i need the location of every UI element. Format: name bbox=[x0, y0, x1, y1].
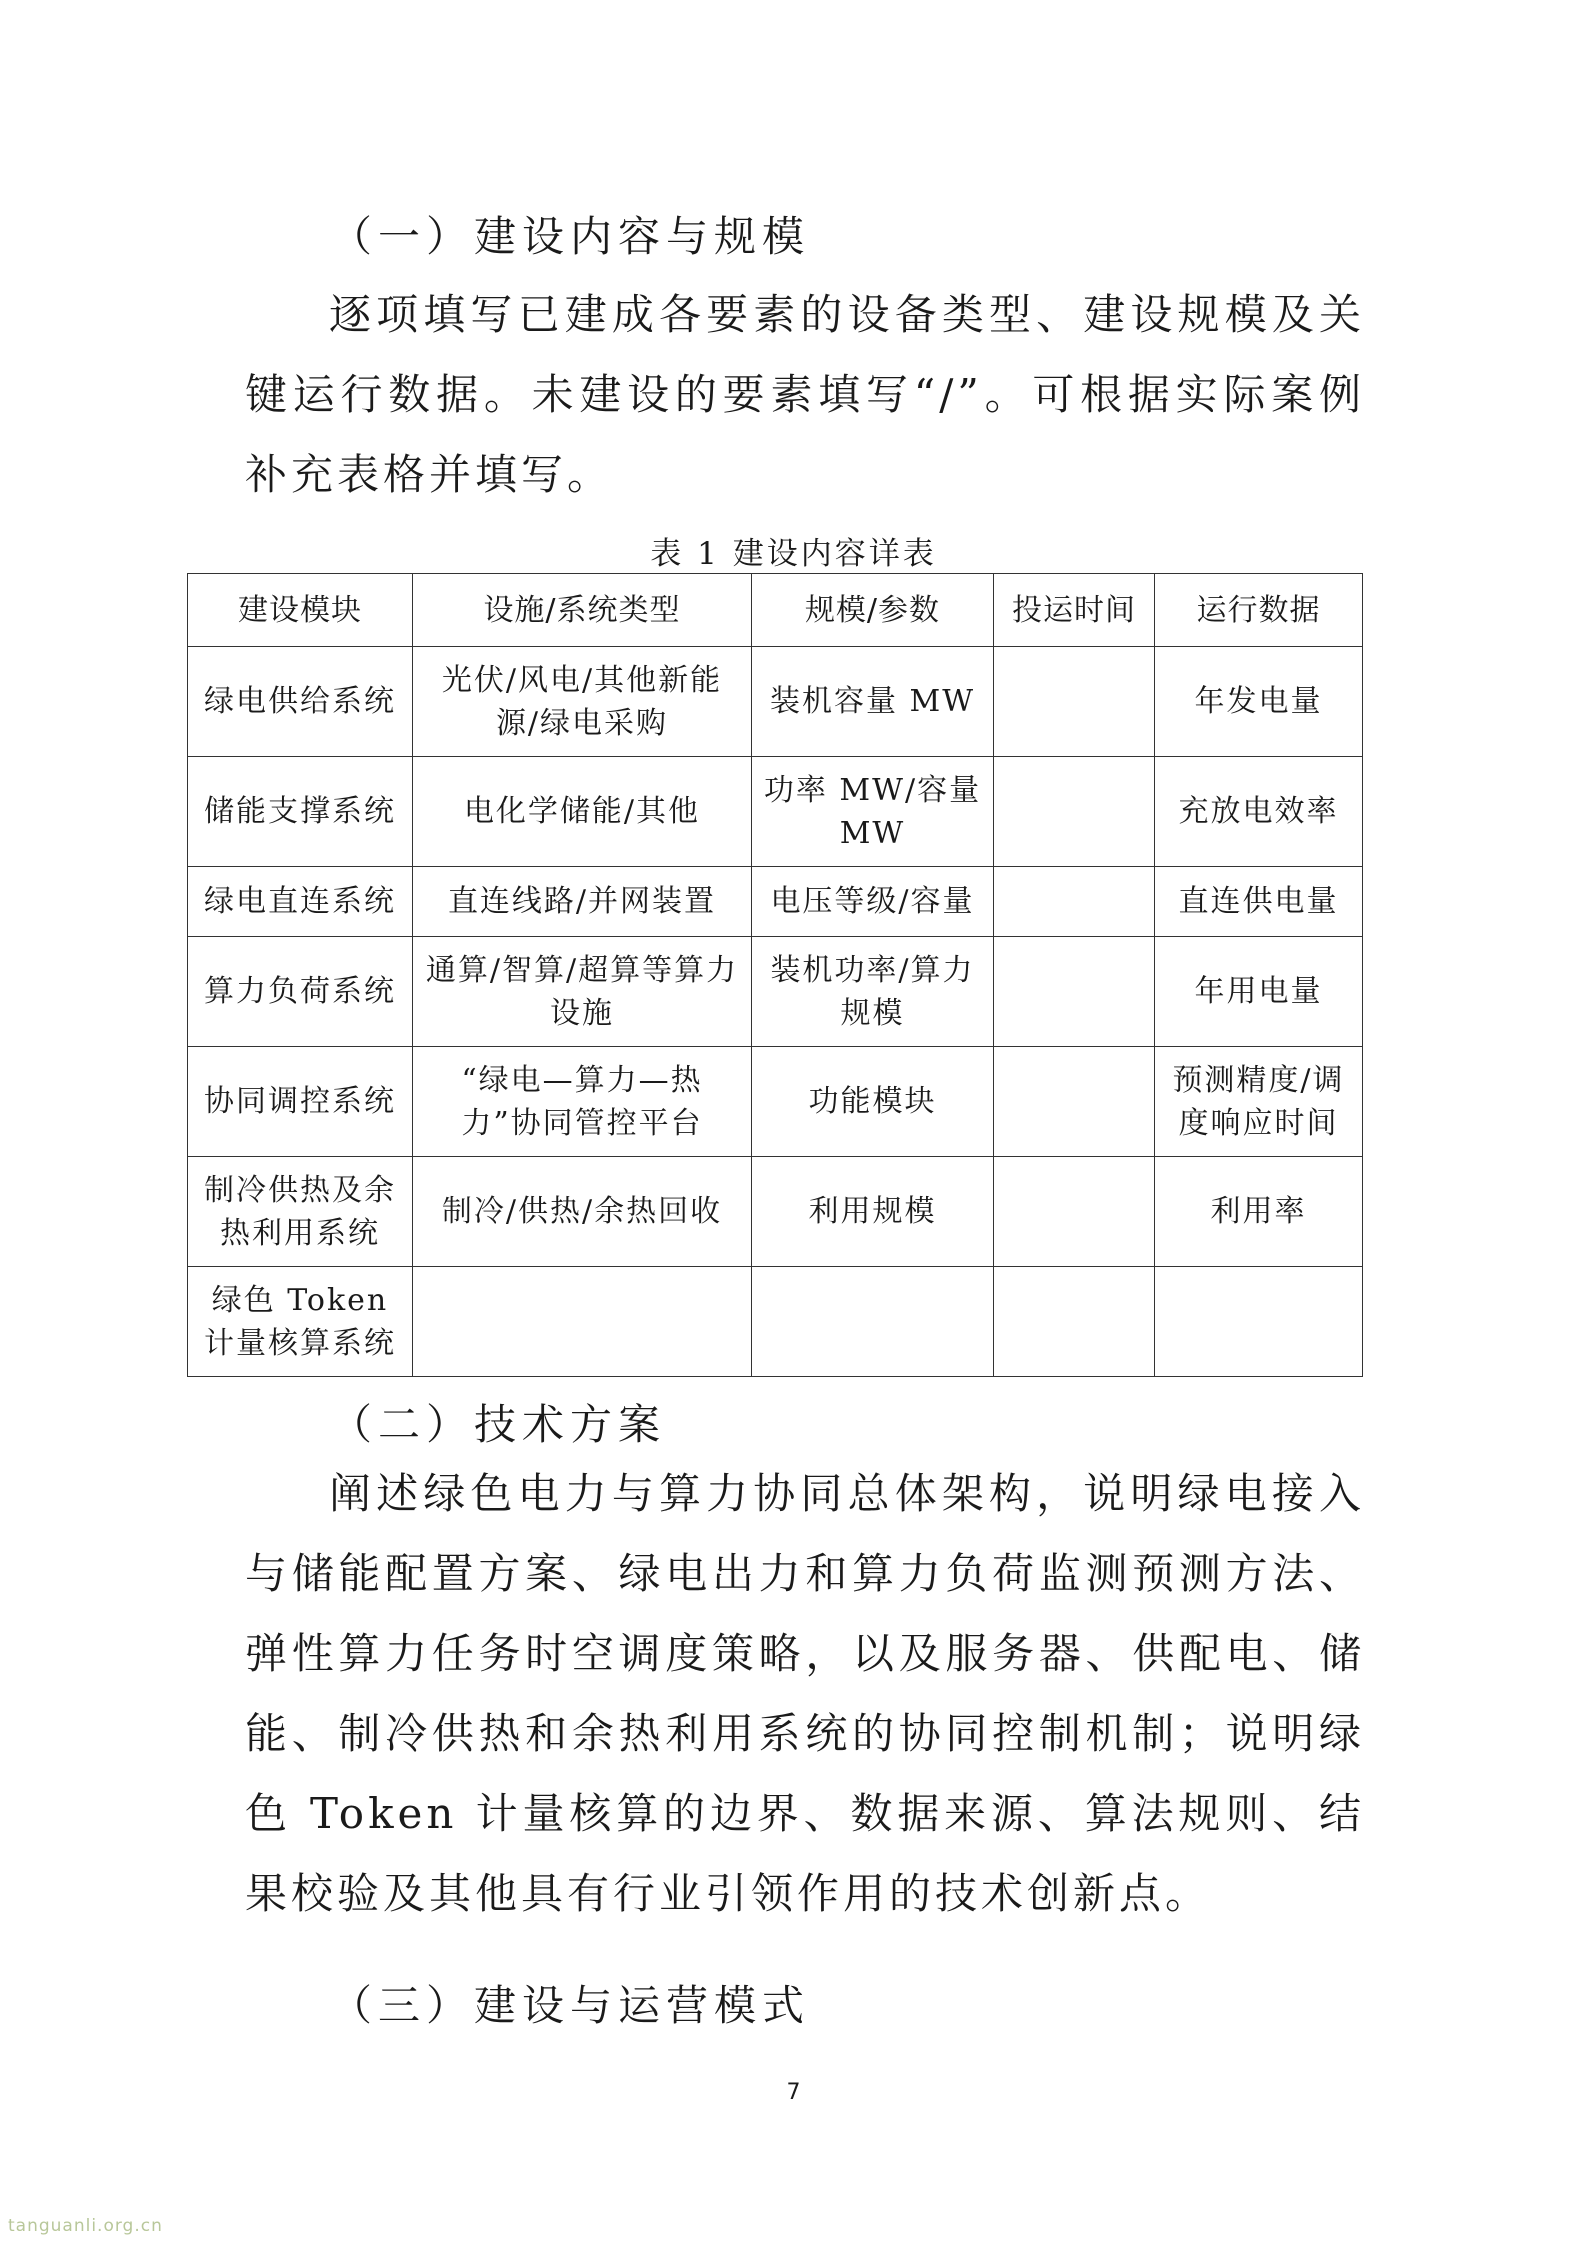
section2-heading: （二）技术方案 bbox=[330, 1400, 667, 1449]
table-cell: 装机功率/算力规模 bbox=[752, 937, 994, 1047]
table-cell: 制冷/供热/余热回收 bbox=[413, 1157, 752, 1267]
table-cell: 利用规模 bbox=[752, 1157, 994, 1267]
table-cell: 功能模块 bbox=[752, 1047, 994, 1157]
table-row bbox=[188, 1047, 1363, 1157]
table-cell bbox=[994, 937, 1155, 1047]
table-cell: 协同调控系统 bbox=[188, 1047, 413, 1157]
table-cell: 充放电效率 bbox=[1155, 757, 1363, 867]
table-cell: 储能支撑系统 bbox=[188, 757, 413, 867]
table-cell: 电化学储能/其他 bbox=[413, 757, 752, 867]
table-cell: 年发电量 bbox=[1155, 647, 1363, 757]
table-row bbox=[188, 1267, 1363, 1377]
header-scale: 规模/参数 bbox=[752, 574, 994, 647]
table-row bbox=[188, 757, 1363, 867]
table-cell: 利用率 bbox=[1155, 1157, 1363, 1267]
table-cell: 制冷供热及余热利用系统 bbox=[188, 1157, 413, 1267]
table-cell: 预测精度/调度响应时间 bbox=[1155, 1047, 1363, 1157]
table-cell bbox=[994, 647, 1155, 757]
table-cell: 绿电直连系统 bbox=[188, 867, 413, 937]
section3-heading: （三）建设与运营模式 bbox=[330, 1981, 811, 2030]
table1-caption: 表 1 建设内容详表 bbox=[650, 536, 937, 572]
table-cell bbox=[413, 1267, 752, 1377]
table-cell: “绿电—算力—热力”协同管控平台 bbox=[413, 1047, 752, 1157]
section2-paragraph: 阐述绿色电力与算力协同总体架构，说明绿电接入与储能配置方案、绿电出力和算力负荷监测预测方法、弹性算力任务时空调度策略，以及服务器、供配电、储能、制冷供热和余热利用系统的协同控制机制；说明绿色 Token 计量核算的边界、数据来源、算法规则、结果校验及其他具有行业引领作用的技术创新点。 bbox=[245, 1469, 1365, 1918]
table-cell: 功率 MW/容量 MW bbox=[752, 757, 994, 867]
watermark: tanguanli.org.cn bbox=[8, 2216, 163, 2236]
table-row bbox=[188, 1157, 1363, 1267]
table-cell: 装机容量 MW bbox=[752, 647, 994, 757]
table-cell bbox=[994, 1267, 1155, 1377]
table-cell bbox=[994, 757, 1155, 867]
table-cell: 通算/智算/超算等算力设施 bbox=[413, 937, 752, 1047]
table-cell bbox=[994, 1047, 1155, 1157]
table-cell bbox=[1155, 1267, 1363, 1377]
header-module: 建设模块 bbox=[188, 574, 413, 647]
table-cell: 算力负荷系统 bbox=[188, 937, 413, 1047]
section1-paragraph: 逐项填写已建成各要素的设备类型、建设规模及关键运行数据。未建设的要素填写“/”。可根据实际案例补充表格并填写。 bbox=[245, 290, 1365, 499]
table-cell: 绿色 Token 计量核算系统 bbox=[188, 1267, 413, 1377]
table-row bbox=[188, 867, 1363, 937]
page-number: 7 bbox=[786, 2080, 801, 2105]
construction-detail-table bbox=[187, 573, 1363, 1377]
table-row bbox=[188, 647, 1363, 757]
header-facility-type: 设施/系统类型 bbox=[413, 574, 752, 647]
table-cell: 电压等级/容量 bbox=[752, 867, 994, 937]
table-header-row bbox=[188, 574, 1363, 647]
table-cell: 直连供电量 bbox=[1155, 867, 1363, 937]
table-cell bbox=[752, 1267, 994, 1377]
table-cell: 绿电供给系统 bbox=[188, 647, 413, 757]
table-cell bbox=[994, 867, 1155, 937]
section1-heading: （一）建设内容与规模 bbox=[330, 212, 811, 261]
table-cell bbox=[994, 1157, 1155, 1267]
table-row bbox=[188, 937, 1363, 1047]
table-cell: 光伏/风电/其他新能源/绿电采购 bbox=[413, 647, 752, 757]
header-operation-data: 运行数据 bbox=[1155, 574, 1363, 647]
table-cell: 直连线路/并网装置 bbox=[413, 867, 752, 937]
table-cell: 年用电量 bbox=[1155, 937, 1363, 1047]
header-commission-time: 投运时间 bbox=[994, 574, 1155, 647]
